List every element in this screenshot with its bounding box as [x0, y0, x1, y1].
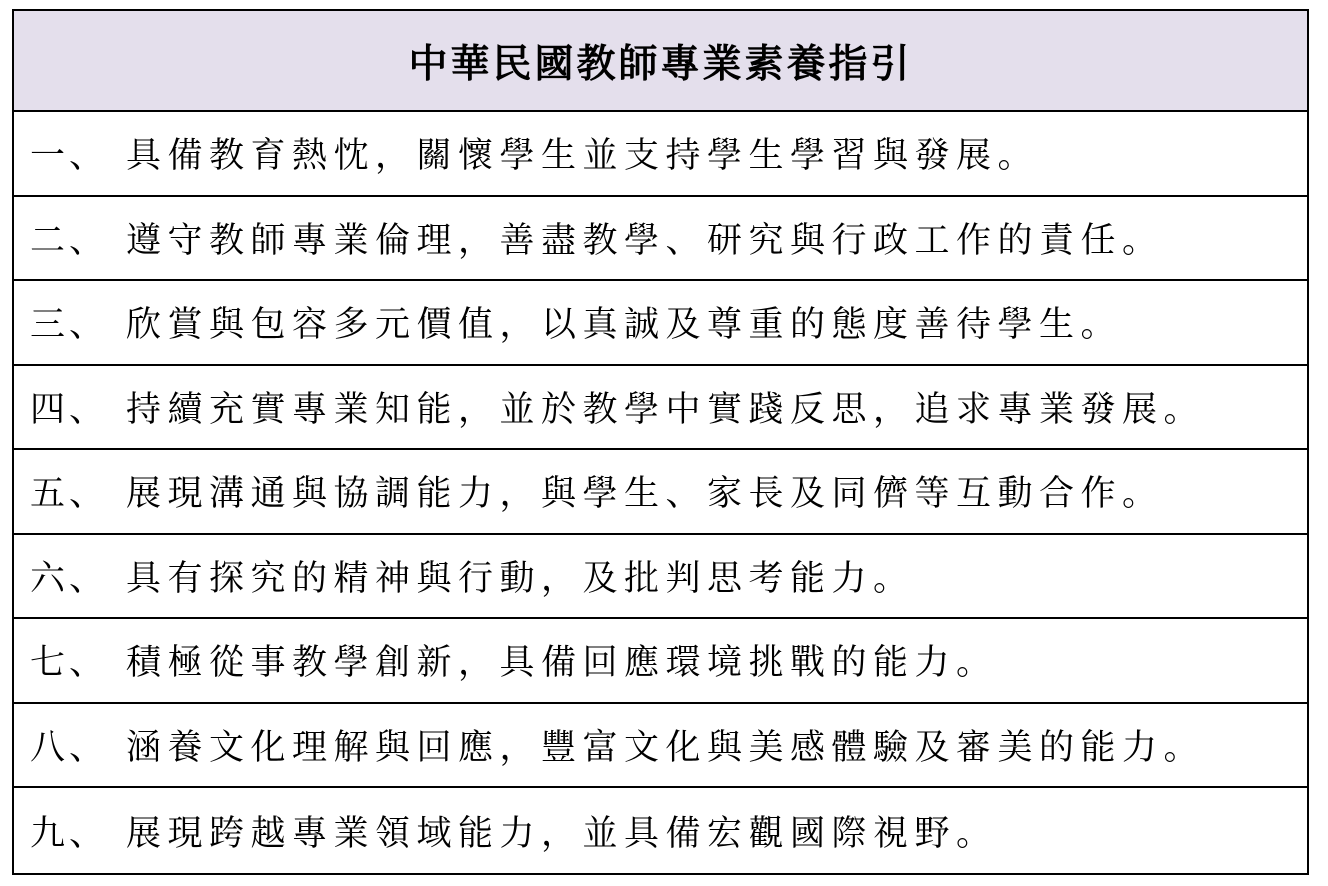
guideline-number: 二、 [30, 220, 109, 261]
guideline-number: 四、 [30, 389, 109, 430]
guideline-row [14, 450, 1307, 535]
guideline-row [14, 704, 1307, 789]
guideline-number: 七、 [30, 643, 109, 684]
guideline-text: 展現溝通與協調能力，與學生、家長及同儕等互動合作。 [126, 474, 1164, 515]
guideline-row [14, 366, 1307, 451]
guideline-number: 一、 [30, 136, 109, 177]
guideline-text: 涵養文化理解與回應，豐富文化與美感體驗及審美的能力。 [126, 727, 1206, 768]
guideline-number: 六、 [30, 558, 109, 599]
guideline-list [14, 112, 1307, 873]
guideline-number: 八、 [30, 727, 109, 768]
guideline-number: 三、 [30, 305, 109, 346]
guideline-text: 展現跨越專業領域能力，並具備宏觀國際視野。 [126, 813, 998, 854]
guideline-text: 欣賞與包容多元價值，以真誠及尊重的態度善待學生。 [126, 305, 1123, 346]
guideline-text: 持續充實專業知能，並於教學中實踐反思，追求專業發展。 [126, 389, 1206, 430]
guideline-row [14, 619, 1307, 704]
guideline-text: 具有探究的精神與行動，及批判思考能力。 [126, 558, 915, 599]
guideline-row [14, 197, 1307, 282]
guideline-table [12, 9, 1309, 875]
guideline-number: 五、 [30, 474, 109, 515]
guideline-row [14, 788, 1307, 873]
guideline-number: 九、 [30, 813, 109, 854]
guideline-text: 積極從事教學創新，具備回應環境挑戰的能力。 [126, 643, 998, 684]
guideline-row [14, 535, 1307, 620]
guideline-text: 遵守教師專業倫理，善盡教學、研究與行政工作的責任。 [126, 220, 1164, 261]
table-header [14, 11, 1307, 112]
guideline-row [14, 281, 1307, 366]
guideline-row [14, 112, 1307, 197]
table-title: 中華民國教師專業素養指引 [408, 41, 913, 87]
guideline-text: 具備教育熱忱，關懷學生並支持學生學習與發展。 [126, 136, 1040, 177]
